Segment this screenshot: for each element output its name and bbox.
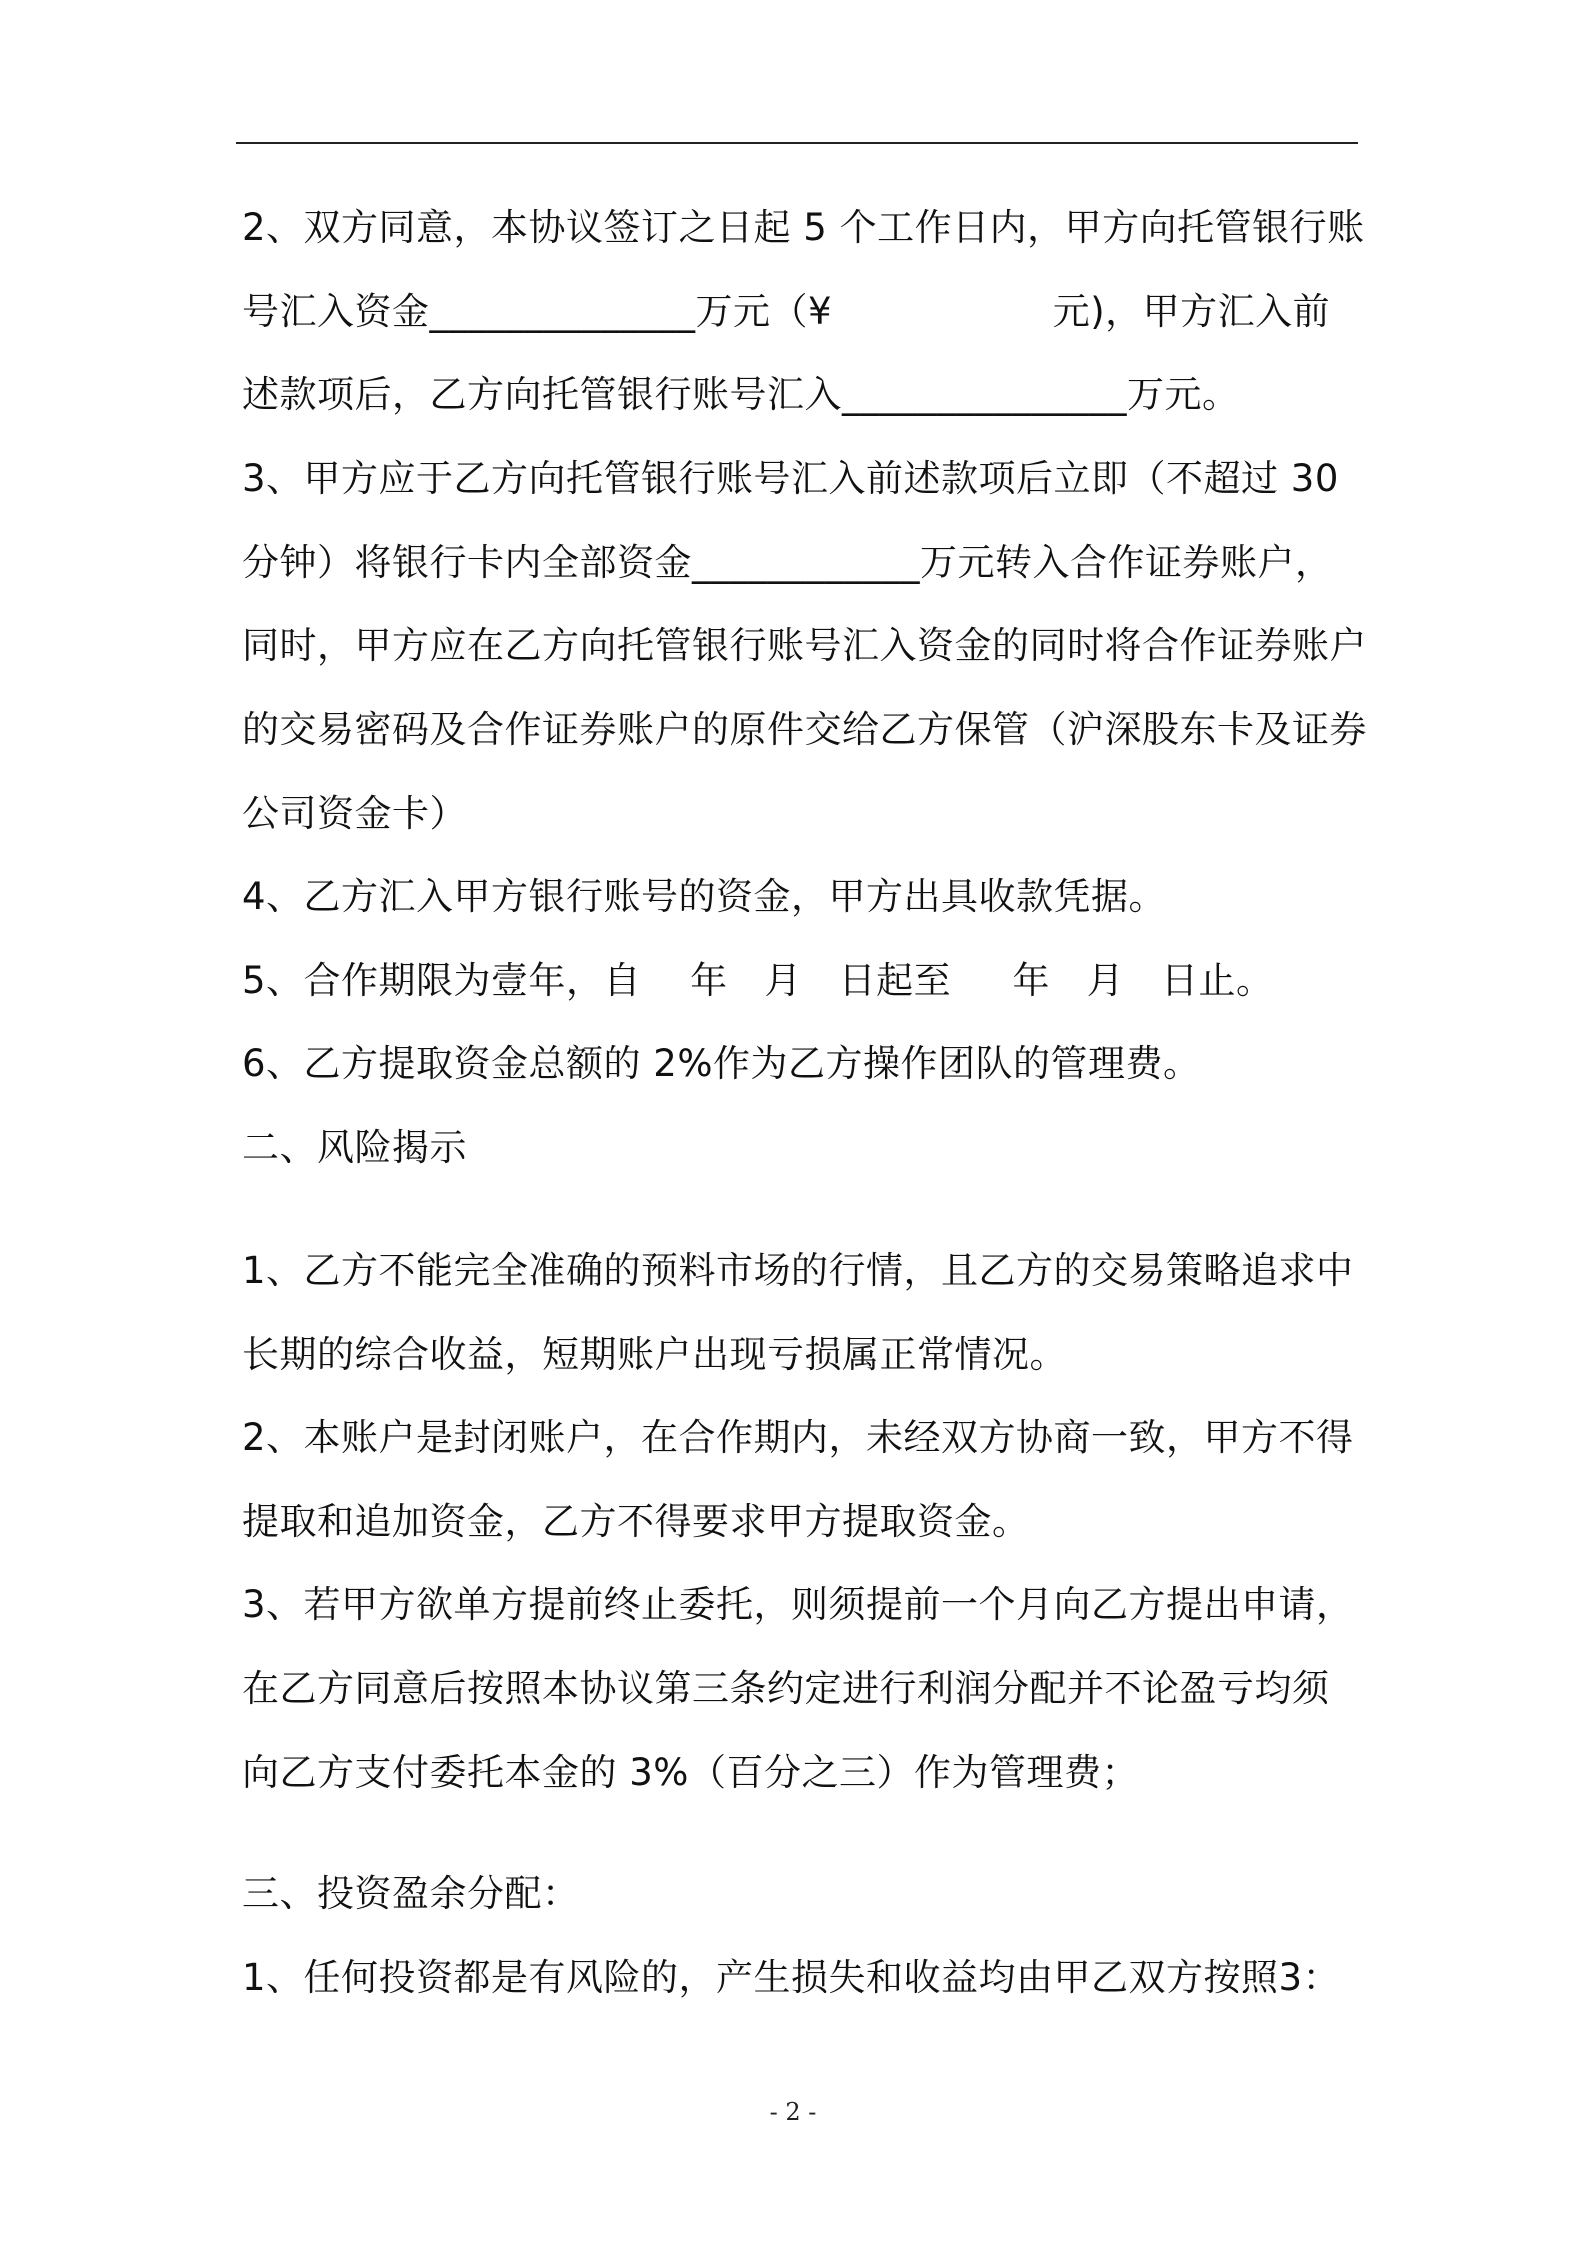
text-line: 1、乙方不能完全准确的预料市场的行情，且乙方的交易策略追求中 (242, 1249, 1354, 1292)
text-line: 长期的综合收益，短期账户出现亏损属正常情况。 (242, 1333, 1067, 1376)
section-heading: 二、风险揭示 (242, 1126, 467, 1169)
text-line: 2、双方同意，本协议签订之日起 5 个工作日内，甲方向托管银行账 (242, 206, 1365, 249)
text-line: 的交易密码及合作证券账户的原件交给乙方保管（沪深股东卡及证券 (242, 708, 1367, 751)
text-line: 5、合作期限为壹年，自 年 月 日起至 年 月 日止。 (242, 959, 1274, 1002)
text-line: 同时，甲方应在乙方向托管银行账号汇入资金的同时将合作证券账户 (242, 624, 1367, 667)
text-line: 6、乙方提取资金总额的 2%作为乙方操作团队的管理费。 (242, 1042, 1201, 1085)
page-number: - 2 - (769, 2098, 817, 2126)
header-rule (236, 142, 1358, 144)
text-line: 分钟）将银行卡内全部资金____________万元转入合作证券账户， (242, 541, 1333, 584)
text-line: 1、任何投资都是有风险的，产生损失和收益均由甲乙双方按照3： (242, 1956, 1341, 1999)
text-line: 向乙方支付委托本金的 3%（百分之三）作为管理费； (242, 1751, 1139, 1794)
text-line: 2、本账户是封闭账户，在合作期内，未经双方协商一致，甲方不得 (242, 1416, 1354, 1459)
text-line: 提取和追加资金，乙方不得要求甲方提取资金。 (242, 1500, 1030, 1543)
text-line: 述款项后，乙方向托管银行账号汇入_______________万元。 (242, 373, 1240, 416)
text-line: 公司资金卡） (242, 792, 467, 835)
text-line: 号汇入资金______________万元（¥ 元)，甲方汇入前 (242, 290, 1331, 333)
text-line: 3、若甲方欲单方提前终止委托，则须提前一个月向乙方提出申请， (242, 1583, 1354, 1626)
text-line: 3、甲方应于乙方向托管银行账号汇入前述款项后立即（不超过 30 (242, 457, 1339, 500)
text-line: 在乙方同意后按照本协议第三条约定进行利润分配并不论盈亏均须 (242, 1667, 1330, 1710)
section-heading: 三、投资盈余分配： (242, 1872, 580, 1915)
text-line: 4、乙方汇入甲方银行账号的资金，甲方出具收款凭据。 (242, 875, 1167, 918)
